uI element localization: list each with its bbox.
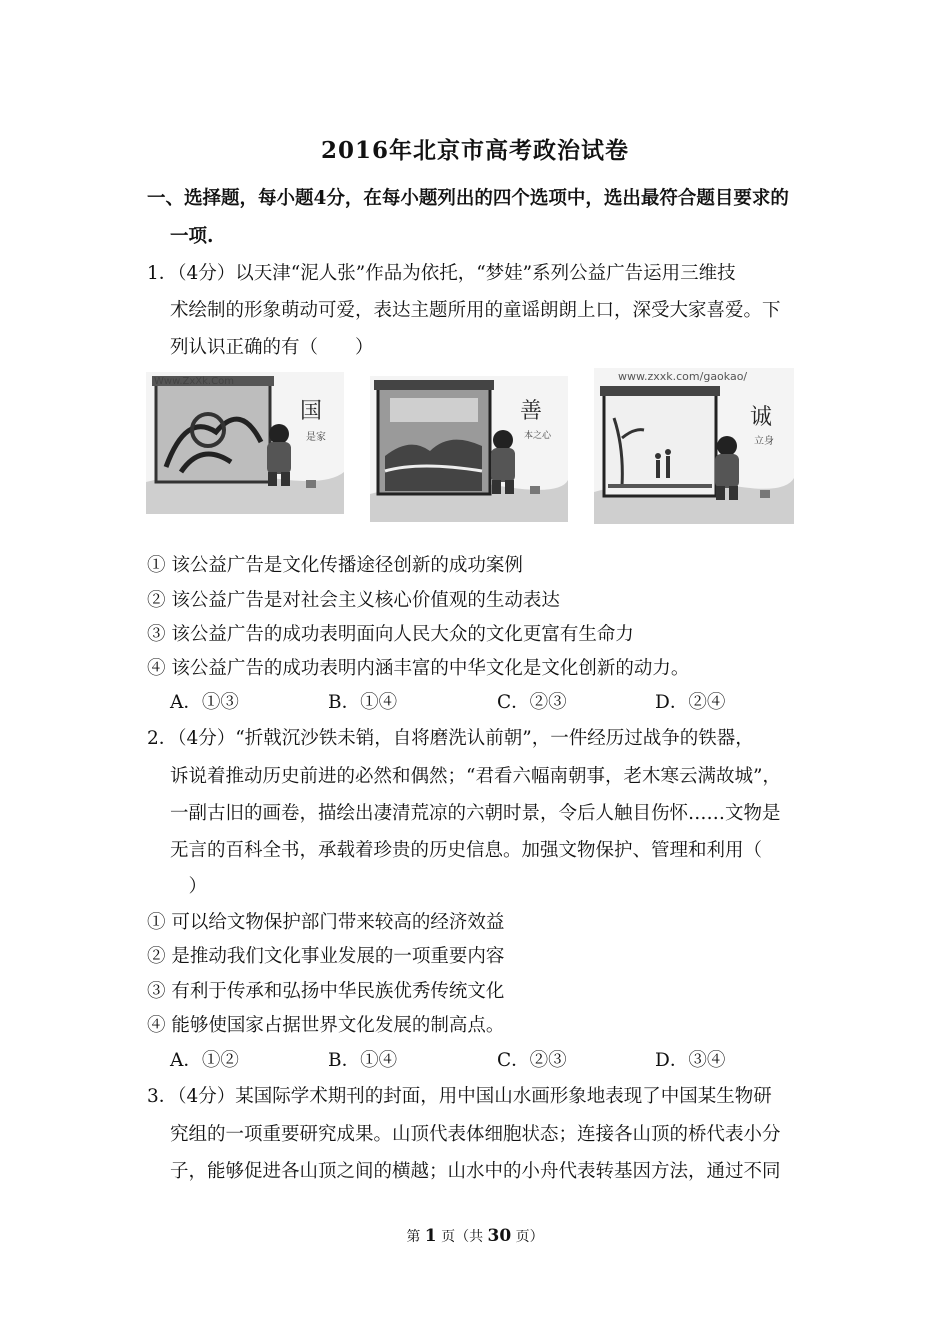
q1-option-a[interactable]: A．①③ <box>170 692 239 713</box>
q1-image-cheng-char: 诚 <box>750 405 773 430</box>
footer-mid: 页（共 <box>441 1229 484 1245</box>
q2-statement-3: ③ 有利于传承和弘扬中华民族优秀传统文化 <box>147 981 505 1002</box>
q1-image-guo-char: 国 <box>300 399 323 424</box>
q2-stem-line-2: 诉说着推动历史前进的必然和偶然；“君看六幅南朝事，老木寒云满故城”， <box>170 766 781 787</box>
q2-stem-line-5: ） <box>170 876 208 897</box>
q1-image-shan <box>370 376 568 522</box>
q2-stem-line-1: 2．（4分）“折戟沉沙铁未销，自将磨洗认前朝”，一件经历过战争的铁器， <box>147 728 754 749</box>
q2-stem-line-4: 无言的百科全书，承载着珍贵的历史信息。加强文物保护、管理和利用（ <box>170 840 763 861</box>
q2-option-a[interactable]: A．①② <box>170 1050 239 1071</box>
q2-option-b[interactable]: B．①④ <box>328 1050 398 1071</box>
footer-total-pages: 30 <box>487 1226 512 1246</box>
q2-statement-4: ④ 能够使国家占据世界文化发展的制高点。 <box>147 1015 505 1036</box>
q3-stem-line-2: 究组的一项重要研究成果。山顶代表体细胞状态；连接各山顶的桥代表小分 <box>170 1124 781 1145</box>
q1-option-d[interactable]: D．②④ <box>655 692 726 713</box>
q1-image-guo-subchars: 是家 <box>306 432 326 443</box>
q1-image-cheng-watermark: www.zxxk.com/gaokao/ <box>618 370 748 383</box>
footer-suffix: 页） <box>515 1229 544 1245</box>
q1-options <box>0 690 950 716</box>
q1-statement-3: ③ 该公益广告的成功表明面向人民大众的文化更富有生命力 <box>147 624 634 645</box>
q1-image-shan-subchars: 本之心 <box>524 431 552 441</box>
page-footer <box>0 1226 950 1246</box>
q1-image-cheng <box>594 368 794 524</box>
q3-stem-line-3: 子，能够促进各山顶之间的横越；山水中的小舟代表转基因方法，通过不同 <box>170 1161 781 1182</box>
q2-options <box>0 1048 950 1074</box>
q2-option-d[interactable]: D．③④ <box>655 1050 726 1071</box>
q1-image-shan-char: 善 <box>520 399 543 424</box>
footer-page-number: 1 <box>424 1226 437 1246</box>
q1-option-c[interactable]: C．②③ <box>497 692 567 713</box>
q1-image-guo-watermark: Www.ZxXk.Com <box>154 376 234 387</box>
q1-stem-line-2: 术绘制的形象萌动可爱，表达主题所用的童谣朗朗上口，深受大家喜爱。下 <box>170 300 781 321</box>
q1-statement-1: ① 该公益广告是文化传播途径创新的成功案例 <box>147 555 523 576</box>
page-title: 2016年北京市高考政治试卷 <box>320 137 629 164</box>
footer-prefix: 第 <box>406 1229 421 1245</box>
q1-option-b[interactable]: B．①④ <box>328 692 398 713</box>
q1-statement-2: ② 该公益广告是对社会主义核心价值观的生动表达 <box>147 590 560 611</box>
q2-option-c[interactable]: C．②③ <box>497 1050 567 1071</box>
q2-statement-2: ② 是推动我们文化事业发展的一项重要内容 <box>147 946 505 967</box>
q1-image-cheng-subchars: 立身 <box>754 436 774 447</box>
section-heading-line-2: 一项. <box>170 226 214 247</box>
q3-stem-line-1: 3．（4分）某国际学术期刊的封面，用中国山水画形象地表现了中国某生物研 <box>147 1086 772 1107</box>
q1-image-guo <box>146 372 344 514</box>
q1-statement-4: ④ 该公益广告的成功表明内涵丰富的中华文化是文化创新的动力。 <box>147 658 690 679</box>
q1-stem-line-1: 1．（4分）以天津“泥人张”作品为依托，“梦娃”系列公益广告运用三维技 <box>147 263 736 284</box>
section-heading-line-1: 一、选择题，每小题4分，在每小题列出的四个选项中，选出最符合题目要求的 <box>147 188 789 209</box>
q2-stem-line-3: 一副古旧的画卷，描绘出凄清荒凉的六朝时景，令后人触目伤怀……文物是 <box>170 803 781 824</box>
q1-stem-line-3: 列认识正确的有（ ） <box>170 337 374 358</box>
q2-statement-1: ① 可以给文物保护部门带来较高的经济效益 <box>147 912 505 933</box>
